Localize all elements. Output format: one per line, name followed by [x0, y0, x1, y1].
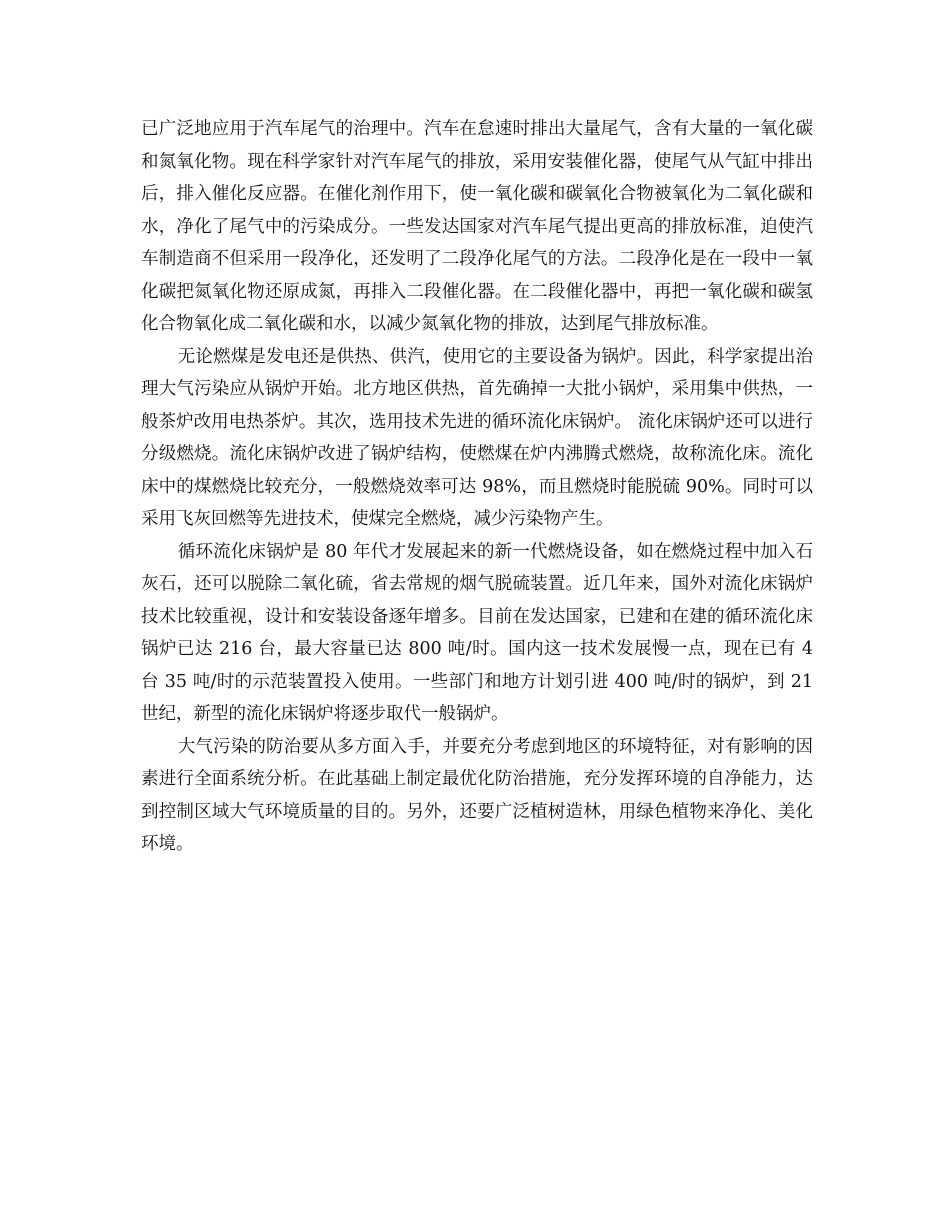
document-body	[141, 113, 813, 861]
paragraph-boiler: 无论燃煤是发电还是供热、供汽，使用它的主要设备为锅炉。因此，科学家提出治理大气污染应从锅炉开始。北方地区供热，首先确掉一大批小锅炉，采用集中供热，一般茶炉改用电热茶炉。其次，选用技术先进的循环流化床锅炉。 流化床锅炉还可以进行分级燃烧。流化床锅炉改进了锅炉结构，使燃煤在炉内沸腾式燃烧，故称流化床。流化床中的煤燃烧比较充分，一般燃烧效率可达 98%，而且燃烧时能脱硫 90%。同时可以采用飞灰回燃等先进技术，使煤完全燃烧，减少污染物产生。	[141, 346, 813, 529]
paragraph-prevention: 大气污染的防治要从多方面入手，并要充分考虑到地区的环境特征，对有影响的因素进行全面系统分析。在此基础上制定最优化防治措施，充分发挥环境的自净能力，达到控制区域大气环境质量的目的。另外，还要广泛植树造林，用绿色植物来净化、美化环境。	[141, 736, 813, 854]
paragraph-continuation: 已广泛地应用于汽车尾气的治理中。汽车在怠速时排出大量尾气，含有大量的一氧化碳和氮氧化物。现在科学家针对汽车尾气的排放，采用安装催化器，使尾气从气缸中排出后，排入催化反应器。在催化剂作用下，使一氧化碳和碳氧化合物被氧化为二氧化碳和水，净化了尾气中的污染成分。一些发达国家对汽车尾气提出更高的排放标准，迫使汽车制造商不但采用一段净化，还发明了二段净化尾气的方法。二段净化是在一段中一氧化碳把氮氧化物还原成氮，再排入二段催化器。在二段催化器中，再把一氧化碳和碳氢化合物氧化成二氧化碳和水，以减少氮氧化物的排放，达到尾气排放标准。	[141, 119, 813, 334]
paragraph-fluidized-bed: 循环流化床锅炉是 80 年代才发展起来的新一代燃烧设备，如在燃烧过程中加入石灰石，还可以脱除二氧化硫，省去常规的烟气脱硫装置。近几年来，国外对流化床锅炉技术比较重视，设计和安装设备逐年增多。目前在发达国家，已建和在建的循环流化床锅炉已达 216 台，最大容量已达 800 吨/时。国内这一技术发展慢一点，现在已有 4 台 35 吨/时的示范装置投入使用。一些部门和地方计划引进 400 吨/时的锅炉，到 21 世纪，新型的流化床锅炉将逐步取代一般锅炉。	[141, 541, 813, 724]
